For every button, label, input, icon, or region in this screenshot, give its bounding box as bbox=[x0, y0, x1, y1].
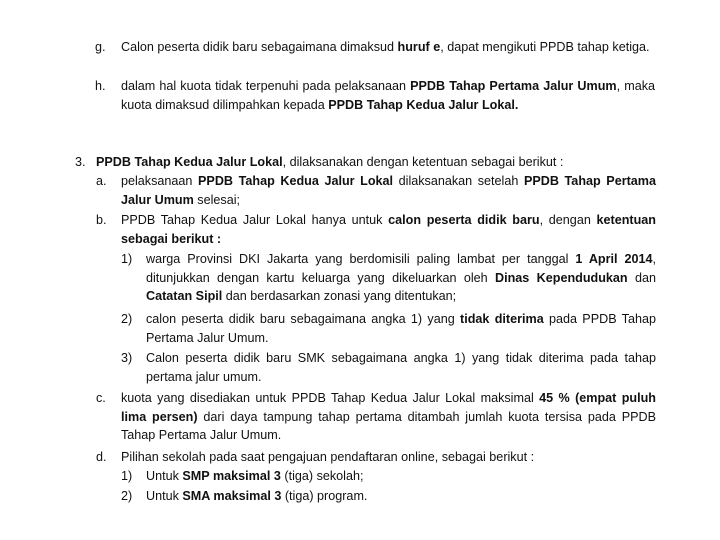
sub-item-3 bbox=[121, 349, 656, 386]
sub-marker: 1) bbox=[121, 252, 133, 266]
sub-item-2 bbox=[121, 310, 656, 347]
list-item-d bbox=[96, 448, 656, 467]
list-item-text: PPDB Tahap Kedua Jalur Lokal hanya untuk calon peserta didik baru, dengan ketentuan sebagai berikut : bbox=[121, 213, 656, 246]
list-item-h bbox=[95, 77, 655, 114]
sub-marker: 1) bbox=[121, 469, 133, 483]
sub-marker: 3) bbox=[121, 351, 133, 365]
section-3-heading bbox=[75, 153, 655, 172]
sub-item-text: warga Provinsi DKI Jakarta yang berdomisili paling lambat per tanggal 1 April 2014, ditunjukkan dengan kartu keluarga yang dikeluarkan oleh Dinas Kependudukan dan Catatan Sipil dan berdasarkan zonasi yang ditentukan; bbox=[146, 252, 656, 304]
list-item-c bbox=[96, 389, 656, 445]
list-marker: b. bbox=[96, 213, 107, 227]
sub-marker: 2) bbox=[121, 312, 133, 326]
list-item-g bbox=[95, 38, 655, 57]
list-marker: h. bbox=[95, 79, 106, 93]
list-item-text: kuota yang disediakan untuk PPDB Tahap Kedua Jalur Lokal maksimal 45 % (empat puluh lima persen) dari daya tampung tahap pertama ditambah jumlah kuota tersisa pada PPDB Tahap Pertama Jalur Umum. bbox=[121, 391, 656, 443]
sub-item-text: calon peserta didik baru sebagaimana angka 1) yang tidak diterima pada PPDB Tahap Pertama Jalur Umum. bbox=[146, 312, 656, 345]
sub-item-text: Untuk SMA maksimal 3 (tiga) program. bbox=[146, 489, 368, 503]
list-marker: g. bbox=[95, 40, 106, 54]
section-heading-text: PPDB Tahap Kedua Jalur Lokal, dilaksanakan dengan ketentuan sebagai berikut : bbox=[96, 155, 564, 169]
list-marker: a. bbox=[96, 174, 107, 188]
list-item-a bbox=[96, 172, 656, 209]
list-item-text: dalam hal kuota tidak terpenuhi pada pelaksanaan PPDB Tahap Pertama Jalur Umum, maka kuota dimaksud dilimpahkan kepada PPDB Tahap Kedua Jalur Lokal. bbox=[121, 79, 655, 112]
list-item-text: Calon peserta didik baru sebagaimana dimaksud huruf e, dapat mengikuti PPDB tahap ketiga. bbox=[121, 40, 650, 54]
sub-item-text: Calon peserta didik baru SMK sebagaimana angka 1) yang tidak diterima pada tahap pertama jalur umum. bbox=[146, 351, 656, 384]
list-marker: c. bbox=[96, 391, 106, 405]
list-item-text: pelaksanaan PPDB Tahap Kedua Jalur Lokal dilaksanakan setelah PPDB Tahap Pertama Jalur Umum selesai; bbox=[121, 174, 657, 207]
sub-item-d1 bbox=[121, 467, 656, 486]
list-marker: d. bbox=[96, 450, 107, 464]
sub-item-1 bbox=[121, 250, 656, 306]
list-item-text: Pilihan sekolah pada saat pengajuan pendaftaran online, sebagai berikut : bbox=[121, 450, 535, 464]
sub-item-d2 bbox=[121, 487, 656, 506]
list-item-b bbox=[96, 211, 656, 248]
sub-item-text: Untuk SMP maksimal 3 (tiga) sekolah; bbox=[146, 469, 364, 483]
sub-marker: 2) bbox=[121, 489, 133, 503]
section-number: 3. bbox=[75, 155, 86, 169]
